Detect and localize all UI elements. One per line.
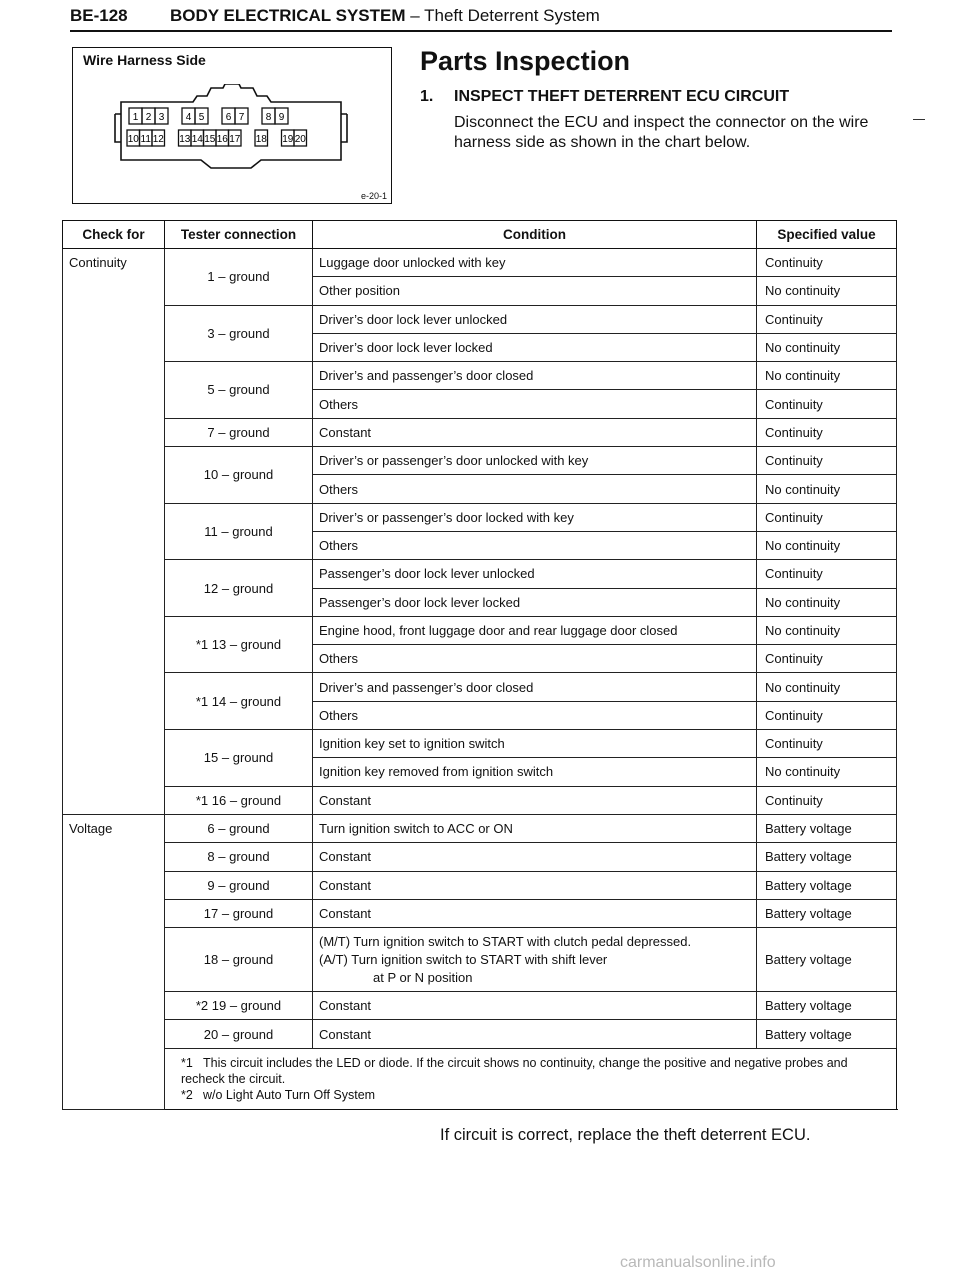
specified-value-cell: Continuity	[757, 503, 897, 531]
header-title	[170, 6, 600, 26]
connector-pin-number: 14	[191, 134, 203, 145]
condition-cell: Constant	[313, 1020, 757, 1048]
condition-cell	[313, 928, 757, 992]
condition-cell: Others	[313, 701, 757, 729]
inspection-table	[62, 220, 897, 1110]
connector-pin-number: 20	[294, 134, 306, 145]
connector-pin-number: 3	[158, 112, 165, 123]
tester-connection-cell: *1 16 – ground	[165, 786, 313, 814]
header-tester-connection: Tester connection	[165, 221, 313, 249]
header-check-for: Check for	[63, 221, 165, 249]
tester-connection-cell: *1 14 – ground	[165, 673, 313, 730]
connector-pins-bottom	[127, 130, 307, 146]
tester-connection-cell: 9 – ground	[165, 871, 313, 899]
connector-illustration	[111, 84, 351, 174]
table-row	[63, 305, 897, 333]
condition-cell: Ignition key removed from ignition switch	[313, 758, 757, 786]
footnote-text: w/o Light Auto Turn Off System	[203, 1087, 376, 1102]
condition-cell: Others	[313, 390, 757, 418]
specified-value-cell: Continuity	[757, 786, 897, 814]
connector-pin-number: 5	[198, 112, 205, 123]
connector-pin-number: 13	[179, 134, 191, 145]
condition-line: (A/T) Turn ignition switch to START with shift lever	[319, 951, 608, 967]
table-row	[63, 616, 897, 644]
condition-cell: Constant	[313, 418, 757, 446]
condition-cell: Driver’s and passenger’s door closed	[313, 673, 757, 701]
footnote	[181, 1055, 886, 1087]
connector-pin-number: 7	[238, 112, 245, 123]
specified-value-cell: Battery voltage	[757, 1020, 897, 1048]
diagram-code: e-20-1	[360, 191, 387, 201]
condition-cell: Constant	[313, 899, 757, 927]
tester-connection-cell: 11 – ground	[165, 503, 313, 560]
specified-value-cell: No continuity	[757, 673, 897, 701]
connector-pin-number: 8	[265, 112, 272, 123]
footnote	[181, 1087, 886, 1103]
tester-connection-cell: 18 – ground	[165, 928, 313, 992]
condition-line: at P or N position	[373, 969, 473, 985]
specified-value-cell: No continuity	[757, 475, 897, 503]
tester-connection-cell: *2 19 – ground	[165, 992, 313, 1020]
condition-line: (M/T) Turn ignition switch to START with clutch pedal depressed.	[319, 933, 692, 949]
specified-value-cell: No continuity	[757, 277, 897, 305]
step-number: 1.	[420, 88, 434, 105]
table-row	[63, 673, 897, 701]
section-title: Parts Inspection	[420, 46, 631, 76]
tester-connection-cell: 3 – ground	[165, 305, 313, 362]
header-separator: –	[405, 6, 425, 25]
footnote-mark: *2	[181, 1087, 193, 1102]
condition-cell: Passenger’s door lock lever unlocked	[313, 560, 757, 588]
header-condition: Condition	[313, 221, 757, 249]
connector-pin-number: 9	[278, 112, 285, 123]
tester-connection-cell: 6 – ground	[165, 814, 313, 842]
connector-pin-number: 12	[152, 134, 164, 145]
specified-value-cell: Continuity	[757, 249, 897, 277]
connector-pin-number: 10	[127, 134, 139, 145]
check-for-cell: Continuity	[63, 249, 165, 815]
table-row	[63, 1020, 897, 1048]
connector-pin-number: 4	[185, 112, 192, 123]
specified-value-cell: Continuity	[757, 418, 897, 446]
table-row	[63, 928, 897, 992]
table-row	[63, 992, 897, 1020]
header-section: BODY ELECTRICAL SYSTEM	[170, 6, 406, 25]
specified-value-cell: Continuity	[757, 560, 897, 588]
condition-cell: Others	[313, 531, 757, 559]
condition-cell: Constant	[313, 871, 757, 899]
diagram-label: Wire Harness Side	[83, 52, 206, 68]
condition-cell: Others	[313, 645, 757, 673]
table-row	[63, 447, 897, 475]
specified-value-cell: Continuity	[757, 305, 897, 333]
table-row	[63, 503, 897, 531]
connector-pin-number: 18	[255, 134, 267, 145]
specified-value-cell: Battery voltage	[757, 992, 897, 1020]
connector-pin-number: 11	[140, 134, 151, 145]
condition-cell: Ignition key set to ignition switch	[313, 730, 757, 758]
condition-cell: Driver’s and passenger’s door closed	[313, 362, 757, 390]
specified-value-cell: No continuity	[757, 588, 897, 616]
connector-pin-number: 17	[229, 134, 241, 145]
table-row	[63, 843, 897, 871]
step-title: INSPECT THEFT DETERRENT ECU CIRCUIT	[454, 88, 790, 105]
condition-cell: Engine hood, front luggage door and rear luggage door closed	[313, 616, 757, 644]
condition-cell: Driver’s or passenger’s door locked with key	[313, 503, 757, 531]
specified-value-cell: Continuity	[757, 447, 897, 475]
connector-pin-number: 6	[225, 112, 232, 123]
specified-value-cell: No continuity	[757, 758, 897, 786]
step-text: Disconnect the ECU and inspect the connector on the wire harness side as shown in the chart below.	[454, 114, 869, 151]
watermark: carmanualsonline.info	[620, 1254, 776, 1271]
table-notes-row	[63, 1048, 897, 1109]
specified-value-cell: Battery voltage	[757, 899, 897, 927]
connector-pins-top	[129, 108, 288, 124]
tester-connection-cell: 10 – ground	[165, 447, 313, 504]
table-row	[63, 814, 897, 842]
tester-connection-cell: *1 13 – ground	[165, 616, 313, 673]
specified-value-cell: Battery voltage	[757, 928, 897, 992]
table-row	[63, 560, 897, 588]
condition-cell: Other position	[313, 277, 757, 305]
connector-diagram	[72, 47, 392, 204]
footnote-text: This circuit includes the LED or diode. If the circuit shows no continuity, change the positive and negative probes and recheck the circuit.	[181, 1055, 848, 1086]
page-header	[70, 4, 892, 32]
header-specified-value: Specified value	[757, 221, 897, 249]
condition-cell: Constant	[313, 786, 757, 814]
specified-value-cell: No continuity	[757, 362, 897, 390]
specified-value-cell: Continuity	[757, 390, 897, 418]
margin-mark	[913, 119, 925, 120]
condition-cell: Turn ignition switch to ACC or ON	[313, 814, 757, 842]
table-row	[63, 249, 897, 277]
table-row	[63, 730, 897, 758]
tester-connection-cell: 5 – ground	[165, 362, 313, 419]
condition-cell: Driver’s or passenger’s door unlocked with key	[313, 447, 757, 475]
specified-value-cell: Battery voltage	[757, 814, 897, 842]
specified-value-cell: No continuity	[757, 616, 897, 644]
table-row	[63, 418, 897, 446]
footnote-mark: *1	[181, 1055, 193, 1070]
header-subsection: Theft Deterrent System	[424, 6, 600, 25]
connector-pin-number: 19	[282, 134, 294, 145]
condition-cell: Driver’s door lock lever locked	[313, 333, 757, 361]
condition-cell: Passenger’s door lock lever locked	[313, 588, 757, 616]
specified-value-cell: Continuity	[757, 730, 897, 758]
tester-connection-cell: 17 – ground	[165, 899, 313, 927]
condition-cell: Luggage door unlocked with key	[313, 249, 757, 277]
specified-value-cell: Battery voltage	[757, 843, 897, 871]
condition-cell: Others	[313, 475, 757, 503]
tester-connection-cell: 12 – ground	[165, 560, 313, 617]
closing-instruction: If circuit is correct, replace the theft deterrent ECU.	[440, 1126, 811, 1144]
specified-value-cell: No continuity	[757, 333, 897, 361]
check-for-cell: Voltage	[63, 814, 165, 1109]
condition-cell: Constant	[313, 843, 757, 871]
specified-value-cell: Continuity	[757, 701, 897, 729]
tester-connection-cell: 15 – ground	[165, 730, 313, 787]
connector-pin-number: 16	[216, 134, 228, 145]
table-row	[63, 871, 897, 899]
table-row	[63, 362, 897, 390]
table-row	[63, 899, 897, 927]
condition-cell: Constant	[313, 992, 757, 1020]
condition-cell: Driver’s door lock lever unlocked	[313, 305, 757, 333]
tester-connection-cell: 8 – ground	[165, 843, 313, 871]
connector-pin-number: 15	[204, 134, 216, 145]
page-number: BE-128	[70, 6, 128, 25]
tester-connection-cell: 7 – ground	[165, 418, 313, 446]
tester-connection-cell: 20 – ground	[165, 1020, 313, 1048]
specified-value-cell: Continuity	[757, 645, 897, 673]
tester-connection-cell: 1 – ground	[165, 249, 313, 306]
table-header-row	[63, 221, 897, 249]
table-notes	[165, 1048, 897, 1109]
connector-pin-number: 2	[145, 112, 152, 123]
connector-pin-number: 1	[132, 112, 139, 123]
specified-value-cell: Battery voltage	[757, 871, 897, 899]
table-row	[63, 786, 897, 814]
specified-value-cell: No continuity	[757, 531, 897, 559]
